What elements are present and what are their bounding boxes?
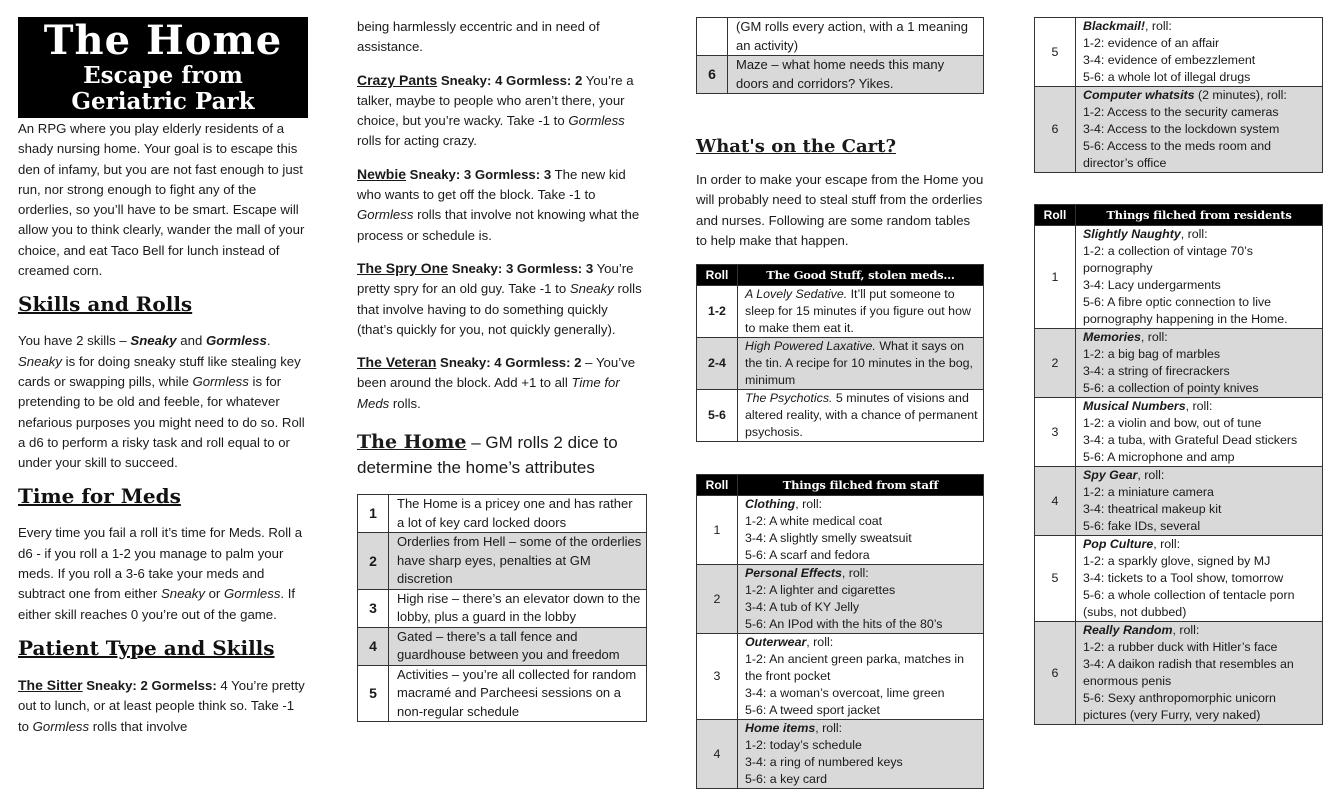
category-line — [745, 720, 980, 737]
roll-number: 6 — [697, 56, 728, 94]
text: Sneaky — [569, 281, 614, 297]
text: Gormless — [205, 333, 267, 349]
category-line — [745, 565, 980, 582]
patient-crazy — [357, 70, 647, 152]
roll-number: 6 — [1035, 87, 1076, 173]
category-item: 5-6: An IPod with the hits of the 80’s — [745, 617, 943, 632]
category-item: 5-6: Access to the meds room and director’s office — [1083, 139, 1272, 170]
roll-number: 1 — [697, 496, 738, 565]
roll-text: Orderlies from Hell – some of the orderlies have sharp eyes, penalties at GM discretion — [389, 533, 647, 590]
category-line — [745, 634, 980, 651]
staff-table-cont — [1034, 17, 1323, 173]
skills-paragraph — [18, 331, 308, 473]
staff-table-roll-header: Roll — [697, 475, 738, 496]
roll-text — [738, 496, 984, 565]
staff-table-title-header: Things filched from staff — [738, 475, 984, 496]
patient-spry — [357, 258, 647, 340]
roll-number — [697, 18, 728, 56]
resident-table-roll-header: Roll — [1035, 205, 1076, 226]
roll-text — [738, 565, 984, 634]
home-rows-cont — [697, 18, 984, 94]
title-line-3: Geriatric Park — [71, 88, 255, 115]
text: and — [176, 333, 206, 349]
category-name: Clothing — [745, 497, 796, 512]
roll-text — [1076, 226, 1323, 329]
text: 4 — [220, 677, 228, 693]
text: The Sitter — [18, 676, 83, 693]
roll-text — [1076, 467, 1323, 536]
category-name: Computer whatsits — [1083, 88, 1195, 102]
category-name: Home items — [745, 721, 816, 736]
category-name: Musical Numbers — [1083, 399, 1186, 413]
roll-number: 1 — [1035, 226, 1076, 329]
item-name: High Powered Laxative. — [745, 339, 876, 354]
text: You’re pretty spry for an old guy. Take -1 to — [357, 260, 634, 297]
text: The Home — [357, 431, 467, 454]
category-item: 1-2: a violin and bow, out of tune — [1083, 416, 1262, 430]
category-item: 1-2: a miniature camera — [1083, 485, 1214, 499]
text: Sneaky: 3 Gormless: 3 — [448, 260, 594, 276]
text: The Spry One — [357, 259, 449, 276]
text: Gormless — [357, 207, 414, 223]
category-roll: , roll: — [795, 497, 823, 512]
table-row — [1035, 18, 1323, 87]
table-row — [1035, 226, 1323, 329]
text: Sneaky — [18, 353, 62, 369]
roll-number: 4 — [1035, 467, 1076, 536]
category-item: 1-2: a rubber duck with Hitler’s face — [1083, 640, 1278, 654]
category-roll: , roll: — [1144, 19, 1172, 33]
table-row — [1035, 622, 1323, 725]
cart-paragraph: In order to make your escape from the Home you will probably need to steal stuff from the orderlies and nurses. Following are some random tables to help make that happen. — [696, 172, 984, 248]
category-item: 1-2: a big bag of marbles — [1083, 347, 1221, 361]
staff-table — [696, 474, 984, 789]
text: Gormless — [192, 373, 249, 389]
roll-text — [1076, 536, 1323, 622]
table-row — [697, 496, 984, 565]
roll-text: Maze – what home needs this many doors and corridors? Yikes. — [728, 56, 984, 94]
category-item: 5-6: A fibre optic connection to live pornography happening in the Home. — [1083, 295, 1288, 326]
home-attributes-table-cont — [696, 17, 984, 94]
category-item: 3-4: Lacy undergarments — [1083, 278, 1221, 292]
roll-text: High rise – there’s an elevator down to the lobby, plus a guard in the lobby — [389, 589, 647, 627]
text: . If either skill reaches 0 you’re out of the game. — [18, 586, 296, 622]
category-name: Slightly Naughty — [1083, 227, 1181, 241]
table-row — [1035, 87, 1323, 173]
table-row — [697, 390, 984, 442]
text: rolls that involve not knowing what the process or schedule is. — [357, 207, 640, 243]
category-item: 3-4: a tuba, with Grateful Dead stickers — [1083, 433, 1298, 447]
roll-text — [1076, 329, 1323, 398]
meds-paragraph — [18, 523, 308, 624]
resident-table-title-header: Things filched from residents — [1076, 205, 1323, 226]
roll-number: 5-6 — [697, 390, 738, 442]
roll-text — [738, 720, 984, 789]
category-name: Memories — [1083, 330, 1141, 344]
item-name: The Psychotics. — [745, 391, 833, 406]
category-item: 3-4: A daikon radish that resembles an enormous penis — [1083, 657, 1294, 688]
roll-number: 4 — [697, 720, 738, 789]
roll-number: 2 — [697, 565, 738, 634]
category-item: 1-2: a collection of vintage 70’s pornography — [1083, 244, 1253, 275]
text: – GM rolls 2 dice to determine the home’s attributes — [357, 433, 618, 478]
category-item: 3-4: tickets to a Tool show, tomorrow — [1083, 571, 1284, 585]
text: Gormless — [32, 718, 90, 734]
meds-table-roll-header: Roll — [697, 265, 738, 286]
roll-number: 1 — [358, 495, 389, 533]
text: Gormless — [568, 113, 625, 129]
item-name: A Lovely Sedative. — [745, 287, 848, 302]
table-row — [697, 720, 984, 789]
category-line — [1083, 398, 1319, 415]
text: rolls that involve having to do something quickly (that’s quickly for you, not quickly generally). — [357, 281, 642, 337]
category-line — [1083, 329, 1319, 346]
category-roll: , roll: — [1137, 468, 1165, 482]
roll-text — [738, 286, 984, 338]
category-item: 1-2: evidence of an affair — [1083, 36, 1220, 50]
text: Sneaky — [160, 586, 205, 602]
category-roll: , roll: — [806, 635, 834, 650]
table-row — [697, 56, 984, 94]
text: rolls. — [389, 395, 421, 411]
category-roll: , roll: — [815, 721, 843, 736]
patient-sitter-cont: being harmlessly eccentric and in need of assistance. — [357, 19, 600, 55]
category-item: 5-6: a whole collection of tentacle porn (subs, not dubbed) — [1083, 588, 1295, 619]
table-row — [697, 634, 984, 720]
meds-heading: Time for Meds — [18, 484, 181, 509]
resident-rows — [1035, 226, 1323, 725]
column-2 — [357, 0, 647, 722]
roll-text — [738, 338, 984, 390]
table-row — [697, 565, 984, 634]
roll-number: 6 — [1035, 622, 1076, 725]
roll-text — [738, 634, 984, 720]
category-roll: (2 minutes), roll: — [1194, 88, 1287, 102]
category-item: 1-2: Access to the security cameras — [1083, 105, 1279, 119]
roll-text — [1076, 622, 1323, 725]
category-item: 5-6: a key card — [745, 772, 827, 787]
staff-rows-cont — [1035, 18, 1323, 173]
title-banner — [18, 17, 308, 118]
category-item: 1-2: A lighter and cigarettes — [745, 583, 896, 598]
category-roll: , roll: — [841, 566, 869, 581]
text: You’re a talker, maybe to people who aren’t there, your choice, but you’re wacky. Take -1 to — [357, 72, 634, 129]
text: The new kid who wants to get off the block. Take -1 to — [357, 166, 626, 203]
category-item: 5-6: A scarf and fedora — [745, 548, 870, 563]
resident-table — [1034, 204, 1323, 725]
item-description: 5 minutes of visions and altered reality, with a chance of permanent psychosis. — [745, 391, 978, 440]
category-line — [745, 496, 980, 513]
category-item: 3-4: Access to the lockdown system — [1083, 122, 1280, 136]
category-roll: , roll: — [1140, 330, 1168, 344]
text: You have 2 skills – — [18, 333, 131, 349]
roll-number: 4 — [358, 627, 389, 665]
category-item: 5-6: a collection of pointy knives — [1083, 381, 1259, 395]
patient-heading: Patient Type and Skills — [18, 635, 275, 660]
item-description: What it says on the tin. A recipe for 10 minutes in the bog, minimum — [745, 339, 973, 388]
column-4 — [1034, 0, 1323, 725]
roll-text: (GM rolls every action, with a 1 meaning an activity) — [728, 18, 984, 56]
text: The Veteran — [357, 354, 437, 371]
category-item: 3-4: A slightly smelly sweatsuit — [745, 531, 912, 546]
title-line-2: Escape from — [83, 62, 243, 89]
table-row — [1035, 398, 1323, 467]
category-line — [1083, 87, 1319, 104]
category-roll: , roll: — [1153, 537, 1181, 551]
category-name: Spy Gear — [1083, 468, 1138, 482]
table-row — [358, 533, 647, 590]
category-name: Outerwear — [745, 635, 807, 650]
text: rolls for acting crazy. — [357, 133, 477, 149]
table-row — [697, 286, 984, 338]
column-3 — [696, 0, 984, 789]
table-row — [1035, 329, 1323, 398]
text: You’re pretty out to lunch, or at least people think so. Take -1 to — [18, 677, 305, 734]
text: Sneaky: 2 Gormelss: — [82, 677, 221, 693]
home-attributes-table — [357, 494, 647, 722]
roll-number: 3 — [697, 634, 738, 720]
category-item: 1-2: An ancient green parka, matches in the front pocket — [745, 652, 965, 684]
roll-text — [1076, 398, 1323, 467]
text: Sneaky — [130, 333, 177, 349]
cart-heading: What's on the Cart? — [696, 136, 897, 157]
category-item: 3-4: A tub of KY Jelly — [745, 600, 860, 615]
patient-veteran — [357, 352, 647, 414]
category-roll: , roll: — [1180, 227, 1208, 241]
title-line-1: The Home — [43, 17, 283, 64]
category-line — [1083, 226, 1319, 243]
text: Time for Meds — [357, 375, 620, 411]
table-row — [358, 589, 647, 627]
roll-number: 2-4 — [697, 338, 738, 390]
category-roll: , roll: — [1172, 623, 1200, 637]
roll-number: 3 — [1035, 398, 1076, 467]
home-rows — [358, 495, 647, 722]
text: is for doing sneaky stuff like stealing key cards or swapping pills, while — [18, 353, 301, 389]
category-line — [1083, 536, 1319, 553]
category-line — [1083, 622, 1319, 639]
category-item: 1-2: a sparkly glove, signed by MJ — [1083, 554, 1271, 568]
table-row — [1035, 536, 1323, 622]
roll-number: 2 — [1035, 329, 1076, 398]
roll-number: 1-2 — [697, 286, 738, 338]
text: Crazy Pants — [357, 71, 438, 88]
text: . — [266, 333, 271, 349]
category-item: 5-6: A tweed sport jacket — [745, 703, 880, 718]
roll-number: 5 — [1035, 18, 1076, 87]
text: – You’ve been around the block. Add +1 to all — [357, 355, 636, 391]
patient-newbie — [357, 164, 647, 246]
meds-table-title-header: The Good Stuff, stolen meds… — [738, 265, 984, 286]
category-item: 3-4: a woman’s overcoat, lime green — [745, 686, 945, 701]
category-item: 3-4: a string of firecrackers — [1083, 364, 1230, 378]
roll-text: Gated – there’s a tall fence and guardhouse between you and freedom — [389, 627, 647, 665]
category-name: Personal Effects — [745, 566, 842, 581]
table-row — [697, 338, 984, 390]
table-row — [697, 18, 984, 56]
category-item: 5-6: a whole lot of illegal drugs — [1083, 70, 1251, 84]
table-row — [358, 665, 647, 722]
category-item: 5-6: Sexy anthropomorphic unicorn pictures (very Furry, very naked) — [1083, 691, 1276, 722]
text: rolls that involve — [89, 718, 188, 734]
category-item: 1-2: A white medical coat — [745, 514, 883, 529]
category-item: 3-4: evidence of embezzlement — [1083, 53, 1256, 67]
category-item: 3-4: a ring of numbered keys — [745, 755, 903, 770]
roll-text — [1076, 87, 1323, 173]
table-row — [358, 495, 647, 533]
roll-number: 3 — [358, 589, 389, 627]
roll-text — [738, 390, 984, 442]
meds-table — [696, 264, 984, 442]
table-row — [358, 627, 647, 665]
text: Newbie — [357, 165, 407, 182]
category-item: 3-4: theatrical makeup kit — [1083, 502, 1222, 516]
staff-rows — [697, 496, 984, 789]
text: is for pretending to be old and feeble, for whatever nefarious purposes you might need to do so. Roll a d6 to perform a risky task and roll equal to or under your skill to succeed. — [18, 373, 305, 471]
category-item: 5-6: fake IDs, several — [1083, 519, 1201, 533]
category-line — [1083, 18, 1319, 35]
roll-number: 5 — [1035, 536, 1076, 622]
category-line — [1083, 467, 1319, 484]
roll-text — [1076, 18, 1323, 87]
text: Sneaky: 4 Gormless: 2 — [437, 72, 583, 88]
roll-text: The Home is a pricey one and has rather a lot of key card locked doors — [389, 495, 647, 533]
home-heading — [357, 430, 647, 480]
meds-rows — [697, 286, 984, 442]
text: Gormless — [224, 586, 281, 602]
roll-number: 5 — [358, 665, 389, 722]
skills-heading: Skills and Rolls — [18, 292, 193, 317]
category-name: Blackmail! — [1083, 19, 1145, 33]
intro-paragraph: An RPG where you play elderly residents of a shady nursing home. Your goal is to escape this den of infamy, but you are not fast enough to just run, nor strong enough to fight any of the orderlies, so you’ll have to be smart. Escape will allow you to think clearly, wander the mall of your choice, and eat Taco Bell for lunch instead of creamed corn. — [18, 121, 305, 279]
category-name: Really Random — [1083, 623, 1173, 637]
table-row — [1035, 467, 1323, 536]
roll-text: Activities – you’re all collected for random macramé and Parcheesi sessions on a non-regular schedule — [389, 665, 647, 722]
category-item: 5-6: A microphone and amp — [1083, 450, 1235, 464]
text: Sneaky: 3 Gormless: 3 — [406, 166, 552, 182]
text: or — [204, 586, 224, 602]
text: Every time you fail a roll it’s time for Meds. Roll a d6 - if you roll a 1-2 you manage to palm your meds. If you roll a 3-6 take your meds and subtract one from either — [18, 525, 303, 602]
patient-sitter — [18, 675, 308, 737]
category-name: Pop Culture — [1083, 537, 1154, 551]
category-roll: , roll: — [1185, 399, 1213, 413]
text: Sneaky: 4 Gormless: 2 — [436, 355, 582, 371]
item-description: It’ll put someone to sleep for 15 minutes if you figure out how to make them eat it. — [745, 287, 971, 336]
column-1 — [18, 0, 308, 737]
category-item: 1-2: today’s schedule — [745, 738, 862, 753]
roll-number: 2 — [358, 533, 389, 590]
